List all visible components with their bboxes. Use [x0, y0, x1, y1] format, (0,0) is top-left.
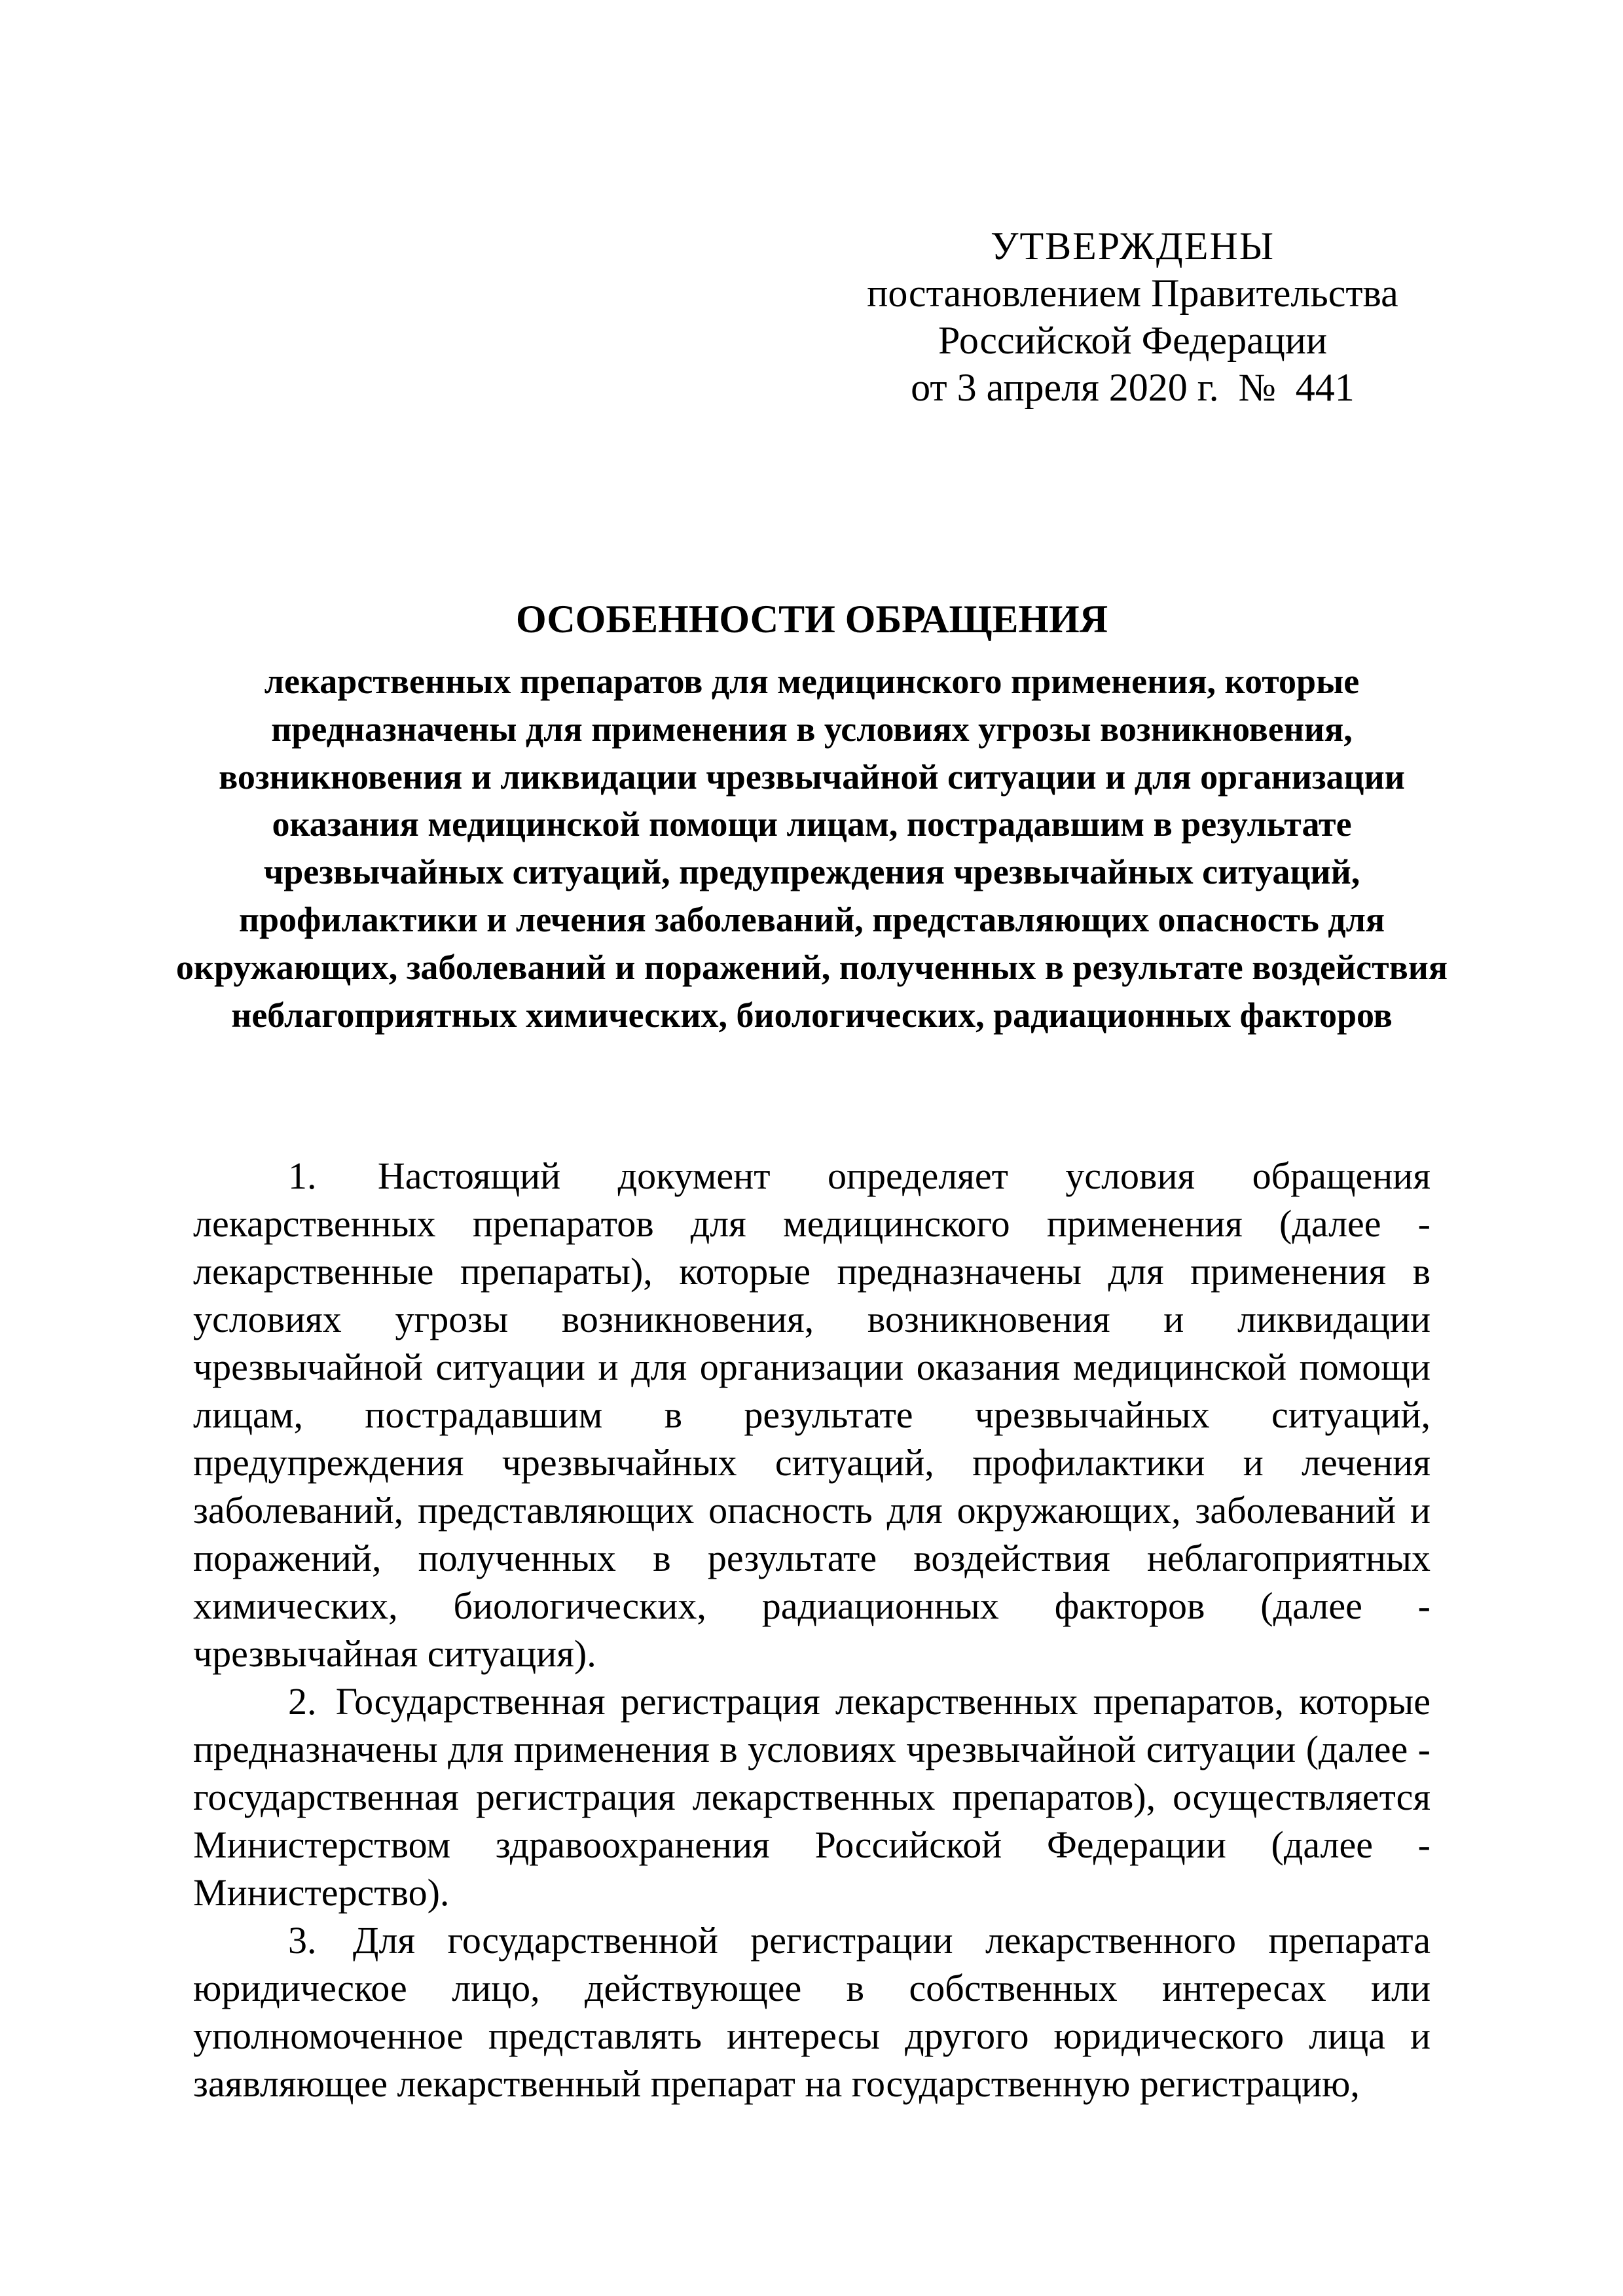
approval-line-date-number: от 3 апреля 2020 г. № 441	[911, 366, 1355, 409]
paragraph-text: Настоящий документ определяет условия обращения лекарственных препаратов для медицинского применения (далее - лекарственные препараты), которые предназначены для применения в условиях угрозы возникновения, возникновения и ликвидации чрезвычайной ситуации и для организации оказания медицинской помощи лицам, пострадавшим в результате чрезвычайных ситуаций, предупреждения чрезвычайных ситуаций, профилактики и лечения заболеваний, представляющих опасность для окружающих, заболеваний и поражений, полученных в результате воздействия неблагоприятных химических, биологических, радиационных факторов (далее - чрезвычайная ситуация).	[193, 1155, 1431, 1675]
approval-stamp-block	[864, 223, 1401, 411]
approval-heading: УТВЕРЖДЕНЫ	[990, 224, 1275, 268]
paragraph-number: 1.	[288, 1155, 317, 1197]
paragraph-2	[193, 1677, 1431, 1916]
approval-line-decree: постановлением Правительства	[867, 272, 1398, 315]
paragraph-text: Государственная регистрация лекарственных препаратов, которые предназначены для применения в условиях чрезвычайной ситуации (далее - государственная регистрация лекарственных препаратов), осуществляется Министерством здравоохранения Российской Федерации (далее - Министерство).	[193, 1680, 1431, 1914]
paragraph-1	[193, 1152, 1431, 1677]
paragraph-number: 3.	[288, 1919, 317, 1962]
approval-line-federation: Российской Федерации	[938, 319, 1328, 362]
document-body	[193, 1152, 1431, 2108]
paragraph-text: Для государственной регистрации лекарственного препарата юридическое лицо, действующее в собственных интересах или уполномоченное представлять интересы другого юридического лица и заявляющее лекарственный препарат на государственную регистрацию,	[193, 1919, 1431, 2105]
paragraph-number: 2.	[288, 1680, 317, 1723]
document-subtitle: лекарственных препаратов для медицинского применения, которые предназначены для применения в условиях угрозы возникновения, возникновения и ликвидации чрезвычайной ситуации и для организации оказания медицинской помощи лицам, пострадавшим в результате чрезвычайных ситуаций, предупреждения чрезвычайных ситуаций, профилактики и лечения заболеваний, представляющих опасность для окружающих, заболеваний и поражений, полученных в результате воздействия неблагоприятных химических, биологических, радиационных факторов	[175, 662, 1448, 1035]
document-title: ОСОБЕННОСТИ ОБРАЩЕНИЯ	[515, 598, 1108, 641]
paragraph-3	[193, 1916, 1431, 2108]
